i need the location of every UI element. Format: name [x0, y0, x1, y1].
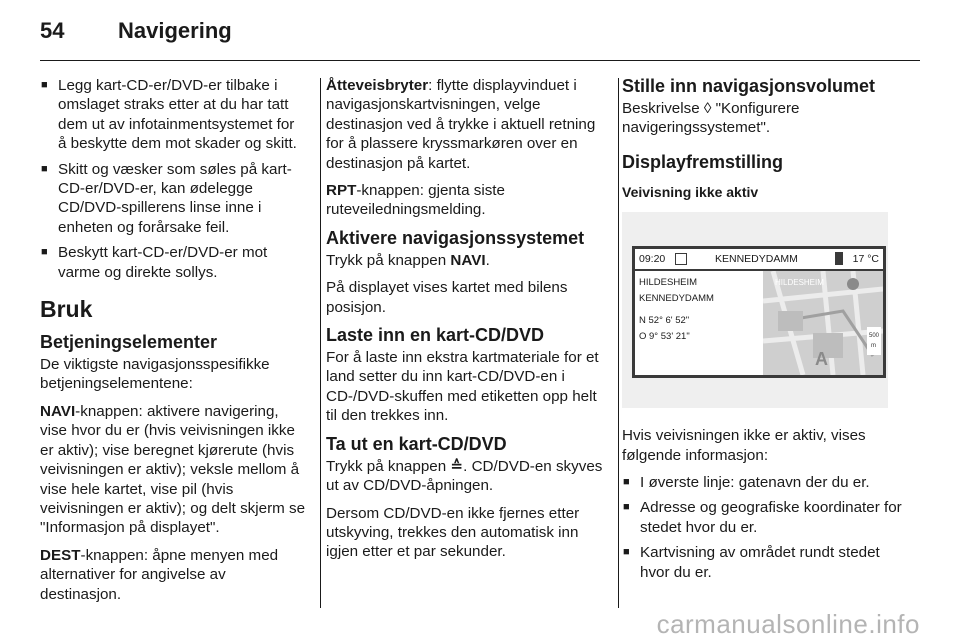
display-time: 09:20 [639, 253, 666, 266]
map-graphic [763, 271, 883, 375]
paragraph-after-display: Hvis veivisningen ikke er aktiv, vises følgende informasjon: [622, 427, 866, 464]
heading-volum: Stille inn navigasjonsvolumet [622, 76, 876, 96]
text-ta-ut-2: . CD/DVD-en skyves ut av CD/DVD-åpningen. [326, 457, 603, 495]
display-temperature: 17 °C [852, 253, 879, 266]
display-frame [632, 246, 886, 378]
heading-aktivere: Aktivere navigasjonssystemet [326, 227, 585, 248]
paragraph-rpt [326, 181, 606, 220]
column-divider [618, 78, 619, 608]
key-navi: NAVI [40, 402, 76, 420]
text-navi: -knappen: aktivere navigering, vise hvor du er (hvis veivisningen ikke er aktiv); vise beregnet kjørerute (hvis veivisningen er aktiv); veksle mellom å vise hele kartet, vise pil (hvis veivisningen er aktiv); og delt skjerm se "Informasjon på displayet". [40, 402, 306, 537]
key-rpt: RPT [326, 182, 357, 200]
key-atteveisbryter: Åtteveisbryter [326, 77, 429, 94]
column-divider [320, 78, 321, 608]
display-status-bar [635, 249, 883, 271]
key-dest: DEST [40, 546, 81, 564]
display-latitude: N 52° 6' 52" [639, 315, 690, 327]
paragraph-volum: Beskrivelse ◊ "Konfigurere navigeringssystemet". [622, 100, 800, 137]
paragraph-navi [40, 402, 306, 538]
list-item: ■ Adresse og geografiske koordinater for stedet hvor du er. [622, 498, 906, 537]
display-street: KENNEDYDAMM [715, 253, 798, 266]
heading-betjeningselementer: Betjeningselementer [40, 332, 218, 353]
page-number: 54 [40, 18, 65, 43]
text-atteveisbryter: : flytte displayvinduet i navigasjonskartvisningen, velge destinasjon ved å trykke i aktuell retning for å plassere kryssmarkøren over en destinasjon på kartet. [326, 77, 596, 172]
list-item: ■ Skitt og væsker som søles på kart-CD-er/DVD-er, kan ødelegge CD/DVD-spillerens linse inne i enheten og forårsake feil. [40, 160, 306, 238]
text-period: . [485, 251, 490, 269]
text-aktivere: Trykk på knappen [326, 251, 451, 269]
nav-display-illustration [622, 212, 888, 408]
heading-displayfremstilling: Displayfremstilling [622, 151, 784, 172]
map-marker-a: A [815, 349, 828, 370]
page-title: Navigering [118, 18, 232, 43]
list-item: ■ Legg kart-CD-er/DVD-er tilbake i omslaget straks etter at du har tatt dem ut av infotainmentsystemet for å beskytte dem mot skader og skitt. [40, 76, 306, 154]
list-item: ■ Kartvisning av området rundt stedet hvor du er. [622, 543, 906, 582]
heading-ta-ut: Ta ut en kart-CD/DVD [326, 433, 507, 454]
paragraph-ta-ut [326, 457, 606, 496]
header-rule [40, 60, 920, 61]
paragraph-intro: De viktigste navigasjonsspesifikke betjeningselementene: [40, 356, 270, 393]
paragraph-aktivere-2: På displayet vises kartet med bilens posisjon. [326, 279, 568, 316]
column-2 [326, 76, 606, 570]
column-3 [622, 76, 906, 588]
column-1 [40, 76, 306, 612]
display-info-list [622, 473, 906, 582]
display-map [763, 271, 883, 375]
display-longitude: O 9° 53' 21" [639, 331, 690, 343]
display-street-line: KENNEDYDAMM [639, 293, 714, 305]
text-ta-ut: Trykk på knappen [326, 457, 451, 475]
map-city-label: HILDESHEIM [775, 278, 824, 288]
map-scale-unit: m [871, 343, 876, 350]
heading-bruk: Bruk [40, 296, 93, 323]
display-city: HILDESHEIM [639, 277, 698, 289]
paragraph-atteveisbryter [326, 76, 606, 173]
watermark: carmanualsonline.info [656, 609, 920, 639]
list-item: ■ I øverste linje: gatenavn der du er. [622, 473, 906, 492]
key-navi: NAVI [450, 251, 486, 269]
paragraph-laste-inn: For å laste inn ekstra kartmateriale for et land setter du inn kart-CD/DVD-en i CD-/DVD-skuffen med etiketten opp helt til den trekkes inn. [326, 349, 599, 425]
map-scale-value: 500 [869, 333, 880, 340]
eject-icon: ≙ [450, 457, 464, 475]
text-rpt: -knappen: gjenta siste ruteveiledningsmelding. [326, 182, 505, 219]
heading-veivisning: Veivisning ikke aktiv [622, 183, 759, 200]
heading-laste-inn: Laste inn en kart-CD/DVD [326, 325, 545, 346]
info-icon [835, 252, 843, 265]
text-dest: -knappen: åpne menyen med alternativer for angivelse av destinasjon. [40, 546, 279, 603]
paragraph-aktivere [326, 251, 606, 270]
list-item: ■ Beskytt kart-CD-er/DVD-er mot varme og direkte sollys. [40, 243, 306, 282]
paragraph-ta-ut-2: Dersom CD/DVD-en ikke fjernes etter utskyving, trekkes den automatisk inn igjen etter et par sekunder. [326, 504, 580, 561]
cd-care-list [40, 76, 306, 282]
compass-icon [675, 253, 687, 265]
paragraph-dest [40, 546, 306, 604]
display-position-info [639, 275, 714, 345]
